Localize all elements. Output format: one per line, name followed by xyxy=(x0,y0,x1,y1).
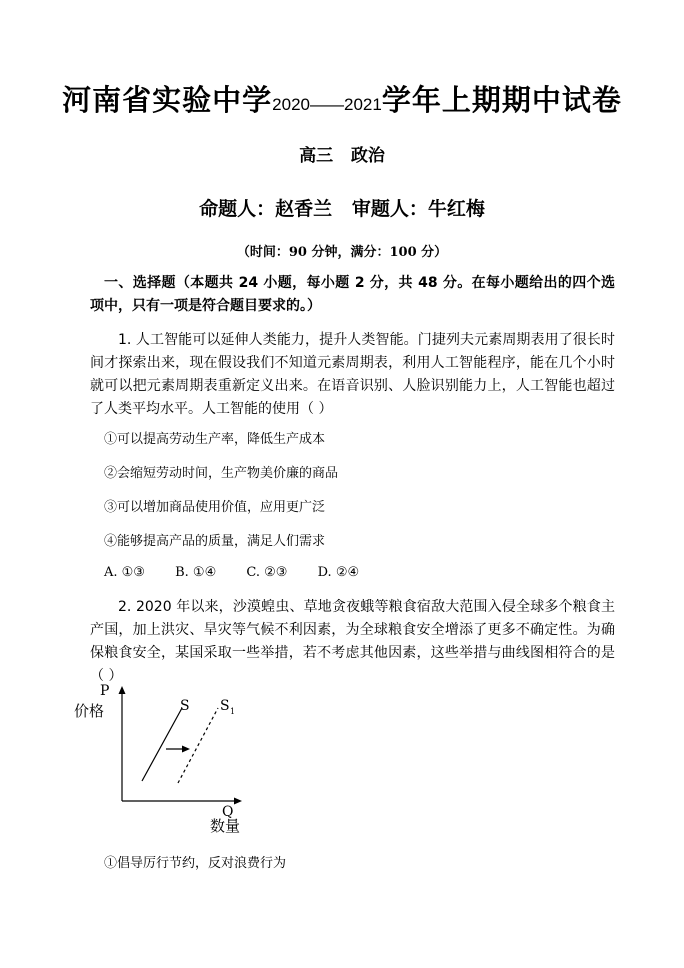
x-axis-label: 数量 xyxy=(210,817,241,835)
question-1-choices xyxy=(104,565,359,580)
supply-curve-s xyxy=(142,708,182,781)
supply-curve-s1 xyxy=(178,708,218,783)
x-axis-arrow-icon xyxy=(234,798,242,805)
title-suffix: 学年上期期中试卷 xyxy=(381,83,622,117)
question-1-stem: 1. 人工智能可以延伸人类能力，提升人类智能。门捷列夫元素周期表用了很长时间才探索出来，现在假设我们不知道元素周期表，利用人工智能程序，能在几个小时就可以把元素周期表重新定义出来。在语音识别、人脸识别能力上，人工智能也超过了人类平均水平。人工智能的使用（ ） xyxy=(90,332,615,417)
x-axis-symbol: Q xyxy=(222,804,234,820)
curve-s-label: S xyxy=(180,698,190,714)
question-1-option-4: ④能够提高产品的质量，满足人们需求 xyxy=(104,534,326,549)
title-year-range: 2020——2021 xyxy=(272,95,382,114)
curve-s1-label: S xyxy=(220,698,230,714)
shift-arrow-icon xyxy=(182,746,190,753)
question-2-stem: 2. 2020 年以来，沙漠蝗虫、草地贪夜蛾等粮食宿敌大范围入侵全球多个粮食主产国，加上洪灾、旱灾等气候不利因素，为全球粮食安全增添了更多不确定性。为确保粮食安全，某国采取一些举措，若不考虑其他因素，这些举措与曲线图相符合的是（ ） xyxy=(90,599,615,684)
title-school: 河南省实验中学 xyxy=(62,83,273,117)
y-axis-symbol: P xyxy=(100,683,110,699)
question-1-option-3: ③可以增加商品使用价值，应用更广泛 xyxy=(104,500,326,515)
exam-subtitle: 高三 政治 xyxy=(299,146,385,166)
exam-time-info: （时间：90 分钟，满分：100 分） xyxy=(236,245,448,260)
choice-a: A. ①③ xyxy=(104,565,145,580)
choice-d: D. ②④ xyxy=(317,565,360,580)
exam-authors: 命题人：赵香兰 审题人：牛红梅 xyxy=(199,198,485,220)
y-axis-label: 价格 xyxy=(74,702,105,720)
question-2-option-1: ①倡导厉行节约，反对浪费行为 xyxy=(104,856,287,871)
curve-s1-subscript: 1 xyxy=(230,707,236,716)
choice-c: C. ②③ xyxy=(246,565,288,580)
section-heading: 一、选择题（本题共 24 小题，每小题 2 分，共 48 分。在每小题给出的四个选项中，只有一项是符合题目要求的。） xyxy=(90,275,615,314)
exam-title xyxy=(0,78,684,119)
question-1-option-2: ②会缩短劳动时间，生产物美价廉的商品 xyxy=(104,466,339,481)
question-1-option-1: ①可以提高劳动生产率，降低生产成本 xyxy=(104,432,326,447)
supply-shift-graph xyxy=(70,680,270,840)
y-axis-arrow-icon xyxy=(119,686,126,694)
choice-b: B. ①④ xyxy=(175,565,217,580)
